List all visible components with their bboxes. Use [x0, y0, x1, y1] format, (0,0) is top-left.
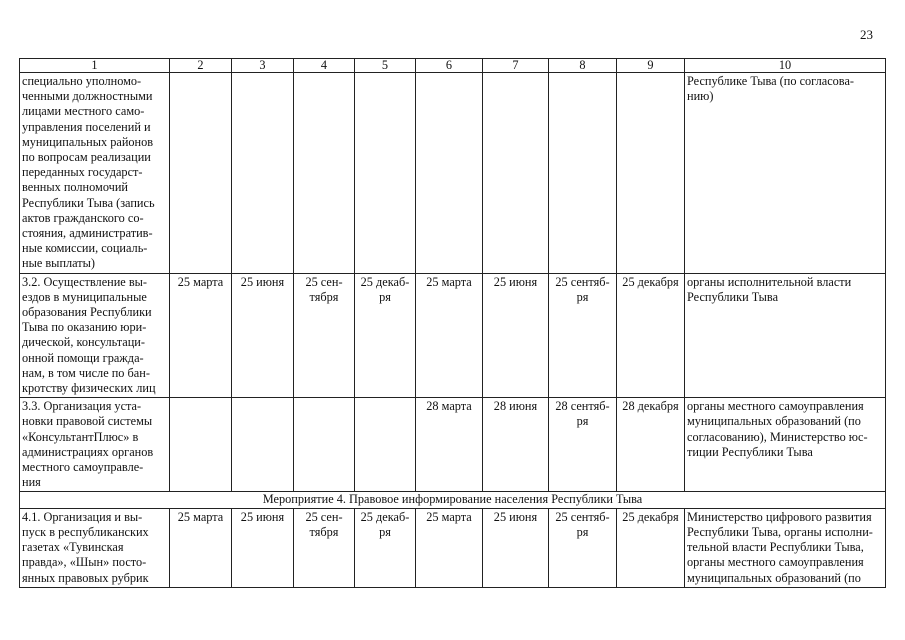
- deadline-cell: [483, 73, 549, 274]
- deadline-cell: [170, 398, 232, 492]
- activity-description: 4.1. Организация и вы- пуск в республиканских газетах «Тувинская правда», «Шын» посто- янных правовых рубрик: [20, 508, 170, 587]
- deadline-cell: 25 июня: [483, 273, 549, 398]
- deadline-cell: 25 сентяб- ря: [549, 273, 617, 398]
- column-number: 10: [685, 59, 886, 73]
- deadline-cell: [416, 73, 483, 274]
- section-heading-row: [20, 492, 886, 508]
- deadline-cell: [232, 73, 294, 274]
- table-row: [20, 508, 886, 587]
- column-number: 3: [232, 59, 294, 73]
- deadline-cell: 28 марта: [416, 398, 483, 492]
- column-number: 4: [294, 59, 355, 73]
- deadline-cell: [355, 398, 416, 492]
- deadline-cell: 25 марта: [170, 508, 232, 587]
- column-number: 2: [170, 59, 232, 73]
- activity-description: специально уполномо- ченными должностными лицами местного само- управления поселений и муниципальных районов по вопросам реализации переданных государст- венных полномочий Республики Тыва (запись актов гражданского со- стояния, административ- ные комиссии, социаль- ные выплаты): [20, 73, 170, 274]
- deadline-cell: 28 июня: [483, 398, 549, 492]
- deadline-cell: 25 декабря: [617, 508, 685, 587]
- deadline-cell: 25 марта: [416, 273, 483, 398]
- deadline-cell: [549, 73, 617, 274]
- deadline-cell: 25 марта: [416, 508, 483, 587]
- schedule-table: [19, 58, 886, 588]
- responsible-executors: Министерство цифрового развития Республики Тыва, органы исполни- тельной власти Республики Тыва, органы местного самоуправления муниципальных образований (по: [685, 508, 886, 587]
- deadline-cell: [294, 73, 355, 274]
- column-number: 1: [20, 59, 170, 73]
- deadline-cell: [617, 73, 685, 274]
- column-number: 6: [416, 59, 483, 73]
- deadline-cell: [294, 398, 355, 492]
- deadline-cell: 25 декабря: [617, 273, 685, 398]
- deadline-cell: [170, 73, 232, 274]
- deadline-cell: 25 декаб- ря: [355, 508, 416, 587]
- responsible-executors: Республике Тыва (по согласова- нию): [685, 73, 886, 274]
- page-number: 23: [860, 27, 873, 42]
- deadline-cell: 25 сентяб- ря: [549, 508, 617, 587]
- deadline-cell: 25 июня: [483, 508, 549, 587]
- responsible-executors: органы местного самоуправления муниципальных образований (по согласованию), Министерство юс- тиции Республики Тыва: [685, 398, 886, 492]
- column-number: 5: [355, 59, 416, 73]
- deadline-cell: 25 марта: [170, 273, 232, 398]
- deadline-cell: 25 сен- тября: [294, 273, 355, 398]
- deadline-cell: [355, 73, 416, 274]
- deadline-cell: 25 июня: [232, 508, 294, 587]
- deadline-cell: 25 декаб- ря: [355, 273, 416, 398]
- table-row: [20, 273, 886, 398]
- deadline-cell: [232, 398, 294, 492]
- table-row: [20, 73, 886, 274]
- activity-description: 3.3. Организация уста- новки правовой системы «КонсультантПлюс» в администрациях органов местного самоуправле- ния: [20, 398, 170, 492]
- table-row: [20, 398, 886, 492]
- column-number: 8: [549, 59, 617, 73]
- deadline-cell: 28 декабря: [617, 398, 685, 492]
- column-number: 9: [617, 59, 685, 73]
- deadline-cell: 28 сентяб- ря: [549, 398, 617, 492]
- activity-description: 3.2. Осуществление вы- ездов в муниципальные образования Республики Тыва по оказанию юри- дической, консультаци- онной помощи гражда- нам, в том числе по бан- кротству физических лиц: [20, 273, 170, 398]
- deadline-cell: 25 июня: [232, 273, 294, 398]
- column-number: 7: [483, 59, 549, 73]
- responsible-executors: органы исполнительной власти Республики Тыва: [685, 273, 886, 398]
- column-number-row: [20, 59, 886, 73]
- deadline-cell: 25 сен- тября: [294, 508, 355, 587]
- section-heading: Мероприятие 4. Правовое информирование населения Республики Тыва: [20, 492, 886, 508]
